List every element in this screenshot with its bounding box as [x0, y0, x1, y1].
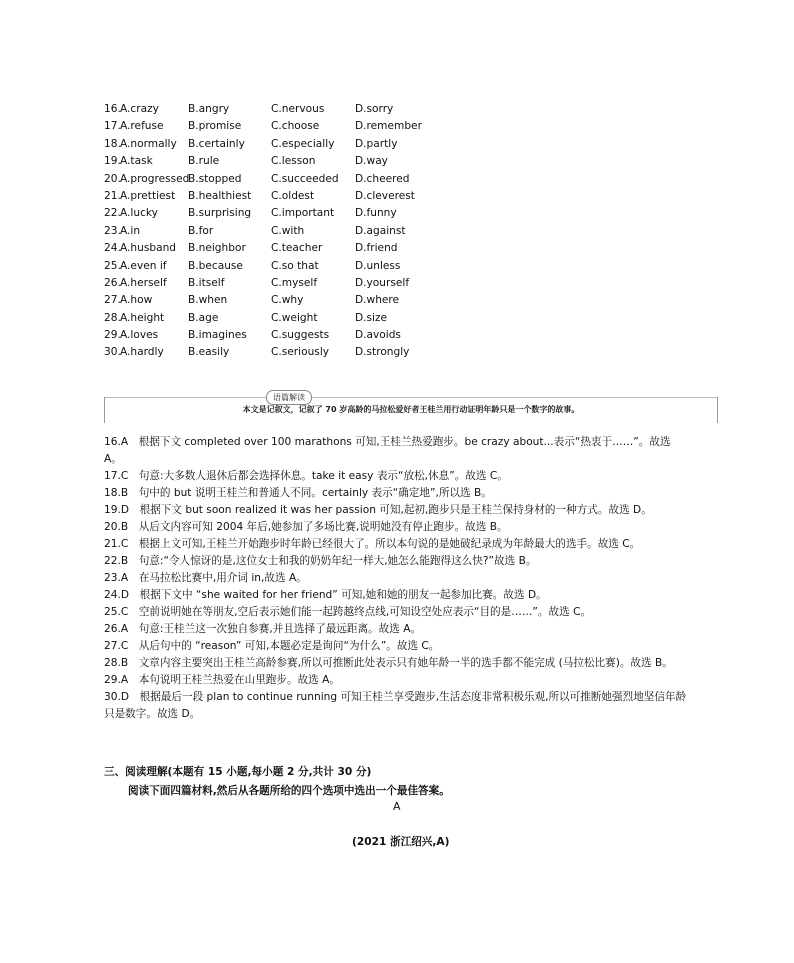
- option-a: A.lucky: [120, 207, 158, 220]
- option-b: B.easily: [188, 346, 230, 359]
- option-a: A.progressed: [120, 172, 190, 185]
- option-c: C.myself: [271, 276, 318, 289]
- option-a: A.even if: [120, 259, 167, 272]
- option-c: C.teacher: [271, 242, 323, 255]
- explanation-item: 27.C 从后句中的 “reason” 可知,本题必定是询问“为什么”。故选 C。: [104, 640, 440, 652]
- option-d: D.where: [355, 294, 400, 307]
- explanation-item: 18.B 句中的 but 说明王桂兰和普通人不同。certainly 表示“确定地”,所以选 B。: [104, 487, 492, 499]
- question-number: 19.: [104, 155, 121, 168]
- option-c: C.especially: [271, 137, 335, 150]
- explanation-item: 28.B 文章内容主要突出王桂兰高龄参赛,所以可推断此处表示只有她年龄一半的选手都不能完成 (马拉松比赛)。故选 B。: [104, 657, 673, 669]
- option-c: C.important: [271, 207, 335, 220]
- option-a: A.hardly: [120, 346, 164, 359]
- option-d: D.size: [355, 311, 388, 324]
- option-c: C.oldest: [271, 189, 315, 202]
- option-a: A.height: [120, 311, 165, 324]
- explanation-item: 24.D 根据下文中 “she waited for her friend” 可知,她和她的朋友一起参加比赛。故选 D。: [104, 589, 547, 601]
- option-d: D.yourself: [355, 276, 410, 289]
- section-instruction: 阅读下面四篇材料,然后从各题所给的四个选项中选出一个最佳答案。: [128, 785, 450, 797]
- passage-letter: A: [393, 800, 401, 813]
- option-a: A.task: [120, 155, 153, 168]
- option-b: B.when: [188, 294, 228, 307]
- option-d: D.funny: [355, 207, 397, 220]
- question-number: 16.: [104, 103, 121, 115]
- question-number: 27.: [104, 294, 121, 307]
- question-number: 30.: [104, 346, 121, 359]
- option-b: B.angry: [188, 103, 230, 115]
- option-b: B.promise: [188, 120, 242, 133]
- explanation-item: 19.D 根据下文 but soon realized it was her passion 可知,起初,跑步只是王桂兰保持身材的一种方式。故选 D。: [104, 504, 652, 516]
- question-number: 22.: [104, 207, 121, 220]
- option-a: A.loves: [120, 329, 159, 342]
- analysis-tag: 语篇解读: [266, 390, 312, 405]
- option-d: D.partly: [355, 137, 398, 150]
- analysis-top-line: [104, 397, 718, 398]
- option-c: C.weight: [271, 311, 318, 324]
- question-number: 26.: [104, 276, 121, 289]
- option-d: D.way: [355, 155, 388, 168]
- option-b: B.neighbor: [188, 242, 246, 255]
- option-a: A.refuse: [120, 120, 164, 133]
- option-c: C.nervous: [271, 103, 325, 115]
- option-d: D.avoids: [355, 329, 401, 342]
- section-heading: 三、阅读理解(本题有 15 小题,每小题 2 分,共计 30 分): [104, 766, 372, 778]
- option-c: C.seriously: [271, 346, 330, 359]
- option-d: D.friend: [355, 242, 398, 255]
- explanations: [104, 434, 690, 723]
- option-d: D.cheered: [355, 172, 410, 185]
- question-number: 21.: [104, 189, 121, 202]
- question-number: 28.: [104, 311, 121, 324]
- analysis-summary: 本文是记叙文，记叙了 70 岁高龄的马拉松爱好者王桂兰用行动证明年龄只是一个数字的故事。: [242, 405, 580, 414]
- option-d: D.unless: [355, 259, 401, 272]
- question-number: 29.: [104, 329, 121, 342]
- question-number: 20.: [104, 172, 121, 185]
- question-number: 18.: [104, 137, 121, 150]
- option-d: D.strongly: [355, 346, 410, 359]
- option-d: D.sorry: [355, 103, 394, 115]
- option-b: B.itself: [188, 276, 225, 289]
- option-a: A.herself: [120, 276, 167, 289]
- explanation-item: 26.A 句意:王桂兰这一次独自参赛,并且选择了最远距离。故选 A。: [104, 623, 422, 635]
- option-d: D.against: [355, 224, 406, 237]
- option-b: B.for: [188, 224, 214, 237]
- option-c: C.why: [271, 294, 304, 307]
- option-a: A.husband: [120, 242, 177, 255]
- explanation-item: 16.A 根据下文 completed over 100 marathons 可知,王桂兰热爱跑步。be crazy about...表示“热衷于……”。故选 A。: [104, 436, 671, 465]
- option-c: C.suggests: [271, 329, 330, 342]
- explanation-item: 17.C 句意:大多数人退休后都会选择休息。take it easy 表示“放松,休息”。故选 C。: [104, 470, 508, 482]
- option-b: B.certainly: [188, 137, 245, 150]
- option-d: D.remember: [355, 120, 422, 133]
- option-b: B.rule: [188, 155, 220, 168]
- explanation-item: 30.D 根据最后一段 plan to continue running 可知王桂兰享受跑步,生活态度非常积极乐观,所以可推断她强烈地坚信年龄只是数字。故选 D。: [104, 691, 687, 720]
- option-a: A.crazy: [120, 103, 159, 115]
- explanation-item: 29.A 本句说明王桂兰热爱在山里跑步。故选 A。: [104, 674, 340, 686]
- option-b: B.healthiest: [188, 189, 252, 202]
- option-c: C.choose: [271, 120, 320, 133]
- question-number: 17.: [104, 120, 121, 133]
- question-number: 23.: [104, 224, 121, 237]
- explanation-item: 20.B 从后文内容可知 2004 年后,她参加了多场比赛,说明她没有停止跑步。故选 B。: [104, 521, 508, 533]
- option-b: B.imagines: [188, 329, 247, 342]
- option-b: B.stopped: [188, 172, 242, 185]
- question-number: 24.: [104, 242, 121, 255]
- option-c: C.so that: [271, 259, 319, 272]
- explanation-item: 22.B 句意:“令人惊讶的是,这位女士和我的奶奶年纪一样大,她怎么能跑得这么快?”故选 B。: [104, 555, 537, 567]
- option-c: C.with: [271, 224, 305, 237]
- option-a: A.normally: [120, 137, 177, 150]
- option-a: A.prettiest: [120, 189, 176, 202]
- option-c: C.lesson: [271, 155, 316, 168]
- explanation-item: 21.C 根据上文可知,王桂兰开始跑步时年龄已经很大了。所以本句说的是她破纪录成为年龄最大的选手。故选 C。: [104, 538, 641, 550]
- option-a: A.in: [120, 224, 141, 237]
- passage-source: (2021 浙江绍兴,A): [352, 836, 450, 848]
- option-a: A.how: [120, 294, 153, 307]
- analysis-box: [104, 391, 718, 423]
- option-b: B.because: [188, 259, 243, 272]
- option-b: B.surprising: [188, 207, 252, 220]
- option-c: C.succeeded: [271, 172, 339, 185]
- option-d: D.cleverest: [355, 189, 415, 202]
- option-b: B.age: [188, 311, 219, 324]
- question-number: 25.: [104, 259, 121, 272]
- explanation-item: 25.C 空前说明她在等朋友,空后表示她们能一起跨越终点线,可知设空处应表示“目的是……”。故选 C。: [104, 606, 592, 618]
- explanation-item: 23.A 在马拉松比赛中,用介词 in,故选 A。: [104, 572, 307, 584]
